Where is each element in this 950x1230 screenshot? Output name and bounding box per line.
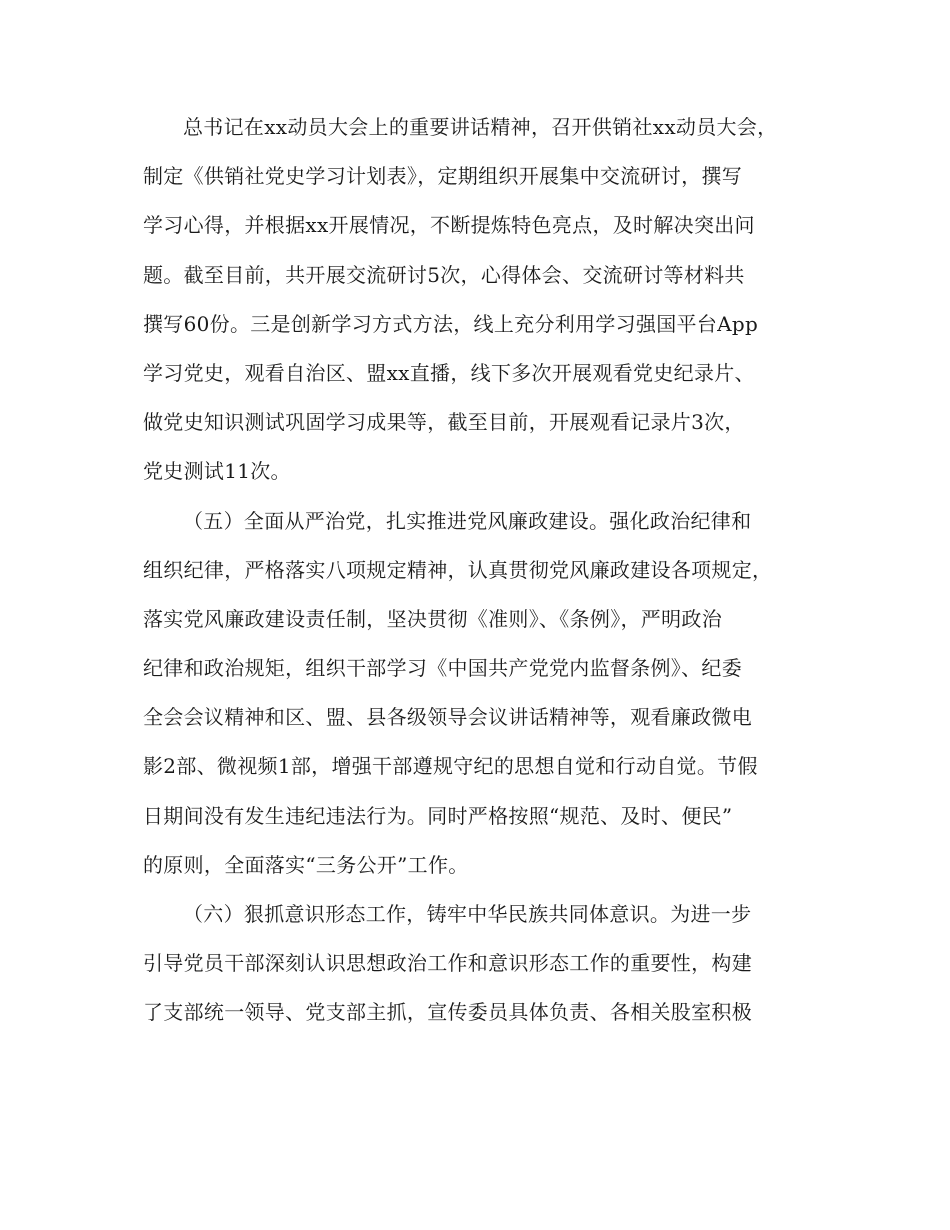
text-line: 学习党史，观看自治区、盟xx直播，线下多次开展观看党史纪录片、 — [143, 360, 755, 385]
text-line: 撰写60份。三是创新学习方式方法，线上充分利用学习强国平台App — [143, 311, 759, 336]
text-line: 引导党员干部深刻认识思想政治工作和意识形态工作的重要性，构建 — [143, 951, 752, 976]
text-line: 影2部、微视频1部，增强干部遵规守纪的思想自觉和行动自觉。节假 — [143, 754, 758, 779]
text-line: 了支部统一领导、党支部主抓，宣传委员具体负责、各相关股室积极 — [143, 1000, 752, 1025]
text-line: 总书记在xx动员大会上的重要讲话精神，召开供销社xx动员大会， — [183, 115, 778, 139]
text-line: （五）全面从严治党，扎实推进党风廉政建设。强化政治纪律和 — [183, 508, 752, 533]
paragraph-party-discipline — [143, 497, 843, 891]
text-line: 全会会议精神和区、盟、县各级领导会议讲话精神等，观看廉政微电 — [143, 705, 752, 730]
text-line: 纪律和政治规矩，组织干部学习《中国共产党党内监督条例》、纪委 — [143, 656, 742, 681]
text-line: 做党史知识测试巩固学习成果等，截至目前，开展观看记录片3次， — [143, 410, 745, 435]
text-line: 组织纪律，严格落实八项规定精神，认真贯彻党风廉政建设各项规定， — [143, 557, 773, 582]
text-line: 的原则，全面落实“三务公开”工作。 — [143, 852, 469, 877]
document-body — [143, 103, 843, 1038]
paragraph-ideology-work — [143, 890, 843, 1038]
paragraph-study-activities — [143, 103, 843, 497]
text-line: 题。截至目前，共开展交流研讨5次，心得体会、交流研讨等材料共 — [143, 262, 745, 287]
text-line: 学习心得，并根据xx开展情况，不断提炼特色亮点，及时解决突出问 — [143, 213, 755, 238]
text-line: 日期间没有发生违纪违法行为。同时严格按照“规范、及时、便民” — [143, 803, 733, 828]
text-line: 落实党风廉政建设责任制，坚决贯彻《准则》、《条例》，严明政治 — [143, 606, 722, 631]
text-line: 党史测试11次。 — [143, 459, 291, 484]
text-line: （六）狠抓意识形态工作，铸牢中华民族共同体意识。为进一步 — [183, 902, 752, 926]
text-line: 制定《供销社党史学习计划表》，定期组织开展集中交流研讨，撰写 — [143, 164, 742, 189]
